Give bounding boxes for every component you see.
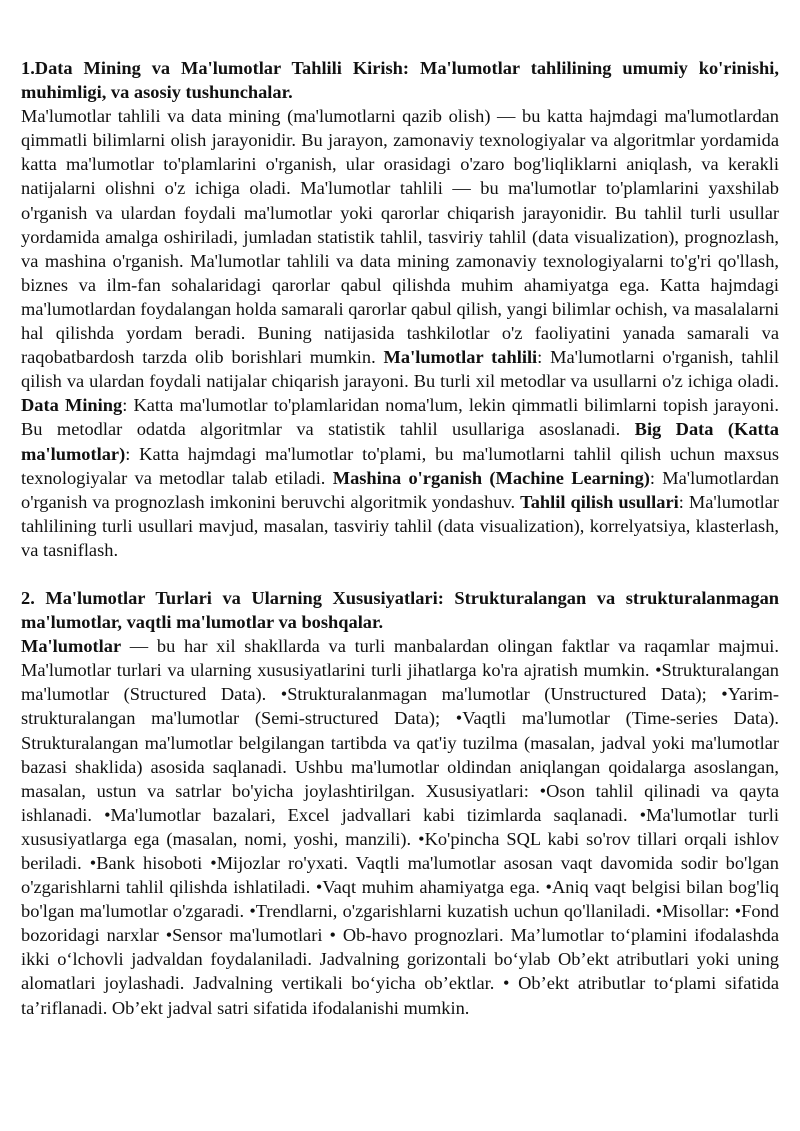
- section-2-heading: 2. Ma'lumotlar Turlari va Ularning Xususiyatlari: Strukturalangan va strukturalanmagan ma'lumotlar, vaqtli ma'lumotlar va boshqalar.: [21, 587, 779, 633]
- term-big-data: Big Data (Katta ma'lumotlar): [21, 419, 779, 464]
- section-2: [21, 586, 779, 1020]
- section-1: [21, 56, 779, 562]
- term-malumotlar: Ma'lumotlar: [21, 636, 122, 657]
- term-malumotlar-tahlili: Ma'lumotlar tahlili: [383, 347, 538, 368]
- term-data-mining: Data Mining: [21, 395, 123, 416]
- definition-data-mining: : Katta ma'lumotlar to'plamlaridan noma'lum, lekin qimmatli bilimlarni topish jarayoni. Bu metodlar odatda algoritmlar va statistik tahlil usullariga asoslanadi.: [21, 395, 779, 440]
- definition-tahlil-usullari: : Ma'lumotlar tahlilining turli usullari mavjud, masalan, tasviriy tahlil (data visualization), korrelyatsiya, klasterlash, va tasniflash.: [21, 491, 779, 560]
- section-2-body: [21, 634, 779, 1020]
- section-1-heading: 1.Data Mining va Ma'lumotlar Tahlili Kirish: Ma'lumotlar tahlilining umumiy ko'rinishi, muhimligi, va asosiy tushunchalar.: [21, 58, 779, 103]
- definition-big-data: : Katta hajmdagi ma'lumotlar to'plami, bu ma'lumotlarni tahlil qilish uchun maxsus texnologiyalar va metodlar talab etiladi.: [21, 443, 779, 488]
- term-machine-learning: Mashina o'rganish (Machine Learning): [332, 467, 650, 488]
- section-gap: [21, 562, 779, 586]
- definition-machine-learning: : Ma'lumotlardan o'rganish va prognozlash imkonini beruvchi algoritmik yondashuv.: [21, 467, 779, 512]
- definition-malumotlar-tahlili: : Ma'lumotlarni o'rganish, tahlil qilish va ulardan foydali natijalar chiqarish jarayoni. Bu turli xil metodlar va usullarni o'z ichiga oladi.: [21, 347, 779, 392]
- section-1-intro: Ma'lumotlar tahlili va data mining (ma'lumotlarni qazib olish) — bu katta hajmdagi ma'lumotlardan qimmatli bilimlarni olish jarayonidir. Bu jarayon, zamonaviy texnologiyalar va algoritmlar yordamida katta ma'lumotlar to'plamlarini o'rganish, ular orasidagi o'zaro bog'liqliklarni aniqlash, va kerakli natijalarni olishni o'z ichiga oladi. Ma'lumotlar tahlili — bu ma'lumotlar to'plamlarini yaxshilab o'rganish va ulardan foydali ma'lumotlar yoki qarorlar chiqarish jarayonidir. Bu tahlil turli usullar yordamida amalga oshiriladi, jumladan statistik tahlil, tasviriy tahlil (data visualization), prognozlash, va mashina o'rganish. Ma'lumotlar tahlili va data mining zamonaviy texnologiyalarni to'g'ri qo'llash, biznes va ilm-fan sohalaridagi qarorlar qabul qilishda muhim ahamiyatga ega. Katta hajmdagi ma'lumotlardan foydalangan holda samarali qarorlar qabul qilish, yangi bilimlar ochish, va masalalarni hal qilishda yordam beradi. Buning natijasida tashkilotlar o'z faoliyatini yanada samarali va raqobatbardosh tarzda olib borishlari mumkin.: [21, 106, 779, 368]
- section-1-body: [21, 104, 779, 562]
- term-tahlil-usullari: Tahlil qilish usullari: [520, 491, 679, 512]
- section-2-text: — bu har xil shakllarda va turli manbalardan olingan faktlar va raqamlar majmui. Ma'lumotlar turlari va ularning xususiyatlarini turli jihatlarga ko'ra ajratish mumkin. •Strukturalangan ma'lumotlar (Structured Data). •Strukturalanmagan ma'lumotlar (Unstructured Data); •Yarim-strukturalangan ma'lumotlar (Semi-structured Data); •Vaqtli ma'lumotlar (Time-series Data). Strukturalangan ma'lumotlar belgilangan tartibda va qat'iy tuzilma (masalan, jadval yoki ma'lumotlar bazasi shaklida) asosida saqlanadi. Ushbu ma'lumotlar oldindan aniqlangan qoidalarga asoslangan, masalan, ustun va satrlar bo'yicha joylashtirilgan. Xususiyatlari: •Oson tahlil qilinadi va qayta ishlanadi. •Ma'lumotlar bazalari, Excel jadvallari kabi tizimlarda saqlanadi. •Ma'lumotlar turli xususiyatlarga ega (masalan, nomi, yoshi, manzili). •Ko'pincha SQL kabi so'rov tillari orqali ishlov beriladi. •Bank hisoboti •Mijozlar ro'yxati. Vaqtli ma'lumotlar asosan vaqt davomida sodir bo'lgan o'zgarishlarni tahlil qilishda ishlatiladi. •Vaqt muhim ahamiyatga ega. •Aniq vaqt belgisi bilan bog'liq bo'lgan ma'lumotlar o'zgaradi. •Trendlarni, o'zgarishlarni kuzatish uchun qo'llaniladi. •Misollar: •Fond bozoridagi narxlar •Sensor ma'lumotlari • Ob-havo prognozlari. Ma’lumotlar to‘plamini ifodalashda ikki o‘lchovli jadvaldan foydalaniladi. Jadvalning gorizontali bo‘ylab Ob’ekt atributlari yoki uning alomatlari joylashadi. Jadvalning vertikali bo‘yicha ob’ektlar. • Ob’ekt atributlar to‘plami sifatida ta’riflanadi. Ob’ekt jadval satri sifatida ifodalanishi mumkin.: [21, 636, 779, 1018]
